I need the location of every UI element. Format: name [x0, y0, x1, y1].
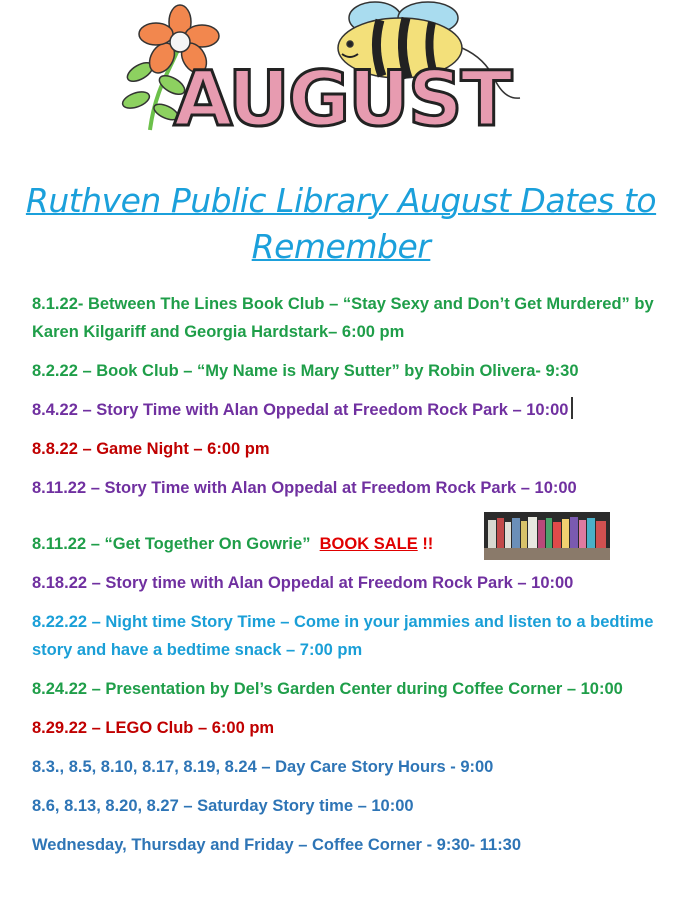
event-list	[32, 290, 662, 870]
event-item: 8.29.22 – LEGO Club – 6:00 pm	[32, 719, 275, 737]
event-item: 8.8.22 – Game Night – 6:00 pm	[32, 440, 270, 458]
august-wordmark: AUGUST	[173, 54, 511, 140]
event-text: 8.4.22 – Story Time with Alan Oppedal at Freedom Rock Park – 10:00	[32, 401, 569, 419]
event-item: 8.1.22- Between The Lines Book Club – “Stay Sexy and Don’t Get Murdered” by Karen Kilgariff and Georgia Hardstark– 6:00 pm	[32, 295, 654, 341]
text-cursor	[571, 397, 573, 419]
event-text: 8.11.22 – “Get Together On Gowrie”	[32, 535, 311, 553]
event-item: 8.11.22 – Story Time with Alan Oppedal at Freedom Rock Park – 10:00	[32, 479, 577, 497]
event-item: 8.18.22 – Story time with Alan Oppedal at Freedom Rock Park – 10:00	[32, 574, 574, 592]
event-item: Wednesday, Thursday and Friday – Coffee Corner - 9:30- 11:30	[32, 836, 522, 854]
title-line-2: Remember	[251, 227, 431, 266]
bookshelf-image	[484, 512, 610, 560]
event-item: 8.22.22 – Night time Story Time – Come in your jammies and listen to a bedtime story and have a bedtime snack – 7:00 pm	[32, 613, 654, 659]
title-line-1: Ruthven Public Library August Dates to	[25, 181, 657, 220]
page-title	[20, 178, 662, 270]
event-item: 8.2.22 – Book Club – “My Name is Mary Sutter” by Robin Olivera- 9:30	[32, 362, 579, 380]
exclamation: !!	[422, 535, 434, 553]
event-item: 8.3., 8.5, 8.10, 8.17, 8.19, 8.24 – Day Care Story Hours - 9:00	[32, 758, 494, 776]
august-banner-art	[110, 0, 580, 140]
event-item: 8.6, 8.13, 8.20, 8.27 – Saturday Story time – 10:00	[32, 797, 414, 815]
event-item	[32, 396, 662, 424]
event-item: 8.24.22 – Presentation by Del’s Garden Center during Coffee Corner – 10:00	[32, 680, 623, 698]
book-sale-label: BOOK SALE	[319, 535, 418, 553]
